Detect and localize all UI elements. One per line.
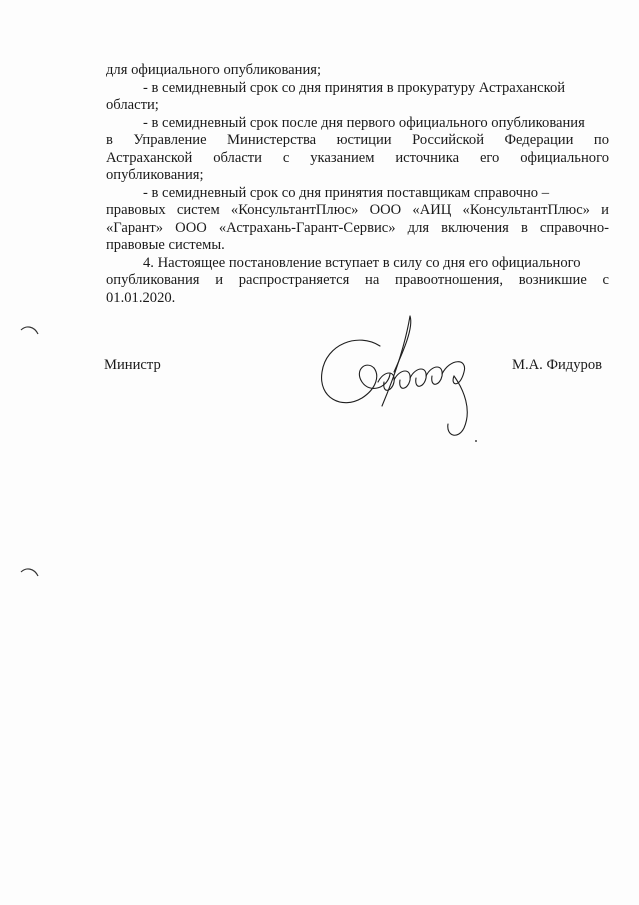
text-line: правовых систем «КонсультантПлюс» ООО «АИЦ «КонсультантПлюс» и — [106, 202, 609, 218]
text-line: Астраханской области с указанием источника его официального — [106, 149, 609, 166]
text-line: - в семидневный срок со дня принятия в прокуратуру Астраханской — [143, 79, 566, 96]
text-line: 4. Настоящее постановление вступает в силу со дня его официального — [143, 254, 581, 271]
scan-mark — [20, 324, 40, 338]
handwritten-signature — [318, 310, 488, 450]
text-line: правовые системы. — [106, 237, 225, 253]
text-line: «Гарант» ООО «Астрахань-Гарант-Сервис» для включения в справочно- — [106, 219, 609, 236]
scan-mark — [20, 566, 40, 580]
document-body — [106, 62, 609, 307]
text-line: - в семидневный срок со дня принятия поставщикам справочно – — [143, 184, 550, 201]
text-line: области; — [106, 97, 159, 113]
scan-dot — [475, 440, 477, 442]
text-line: 01.01.2020. — [106, 289, 176, 306]
signer-position: Министр — [104, 357, 161, 373]
text-line: в Управление Министерства юстиции Российской Федерации по — [106, 132, 609, 148]
text-line: для официального опубликования; — [106, 62, 322, 78]
text-line: - в семидневный срок после дня первого официального опубликования — [143, 114, 585, 131]
text-line: опубликования; — [106, 167, 204, 183]
text-line: опубликования и распространяется на правоотношения, возникшие с — [106, 272, 609, 288]
signer-name: М.А. Фидуров — [512, 357, 603, 373]
